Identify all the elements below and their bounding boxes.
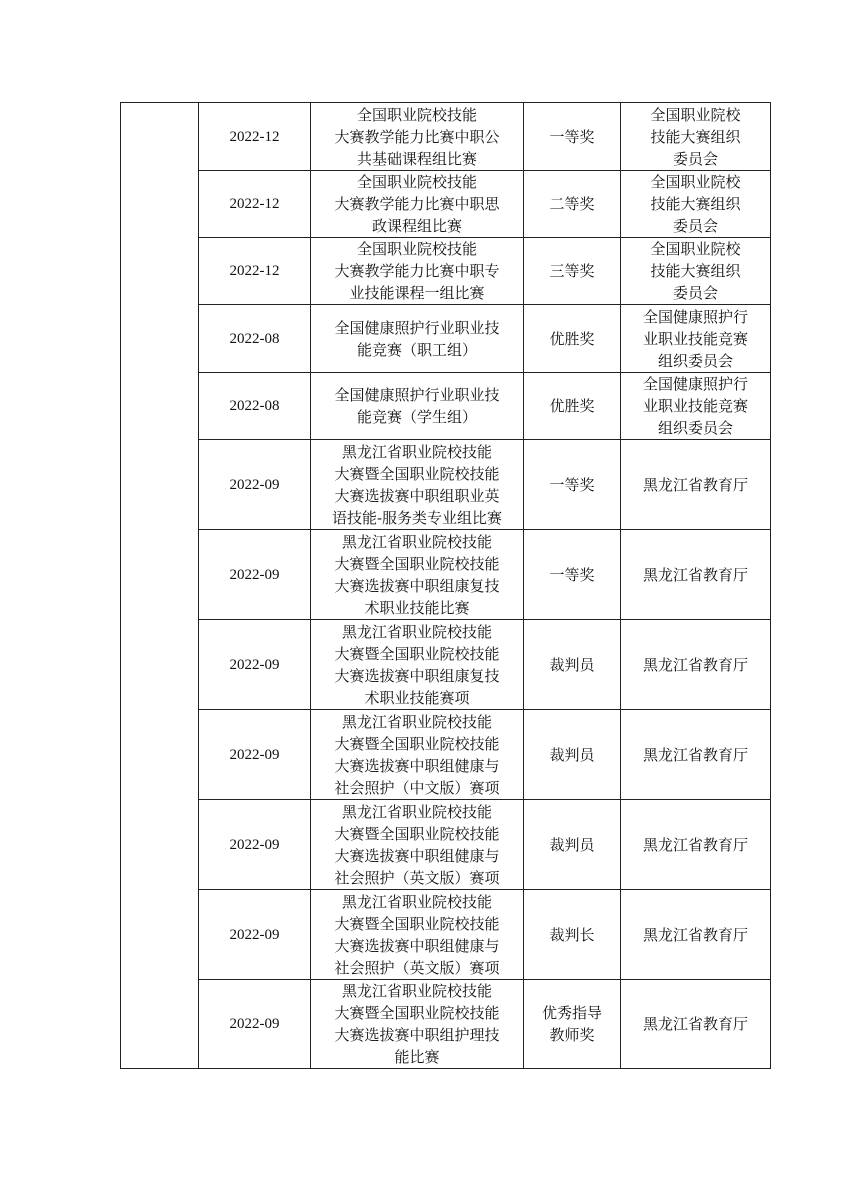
organizer-cell-line: 全国职业院校	[650, 105, 741, 124]
date-cell: 2022-12	[199, 103, 311, 171]
competition-cell	[311, 530, 524, 620]
award-cell	[524, 373, 621, 440]
table-row	[121, 103, 771, 171]
organizer-cell	[621, 171, 771, 238]
organizer-cell-line: 黑龙江省教育厅	[642, 835, 748, 854]
organizer-cell-line: 全国职业院校	[650, 173, 741, 191]
blank-name-cell	[121, 103, 199, 1069]
organizer-cell-line: 委员会	[672, 217, 718, 235]
organizer-cell	[621, 103, 771, 171]
organizer-cell-line: 全国健康照护行	[642, 307, 748, 326]
competition-cell-line: 能竞赛（学生组）	[356, 408, 477, 426]
organizer-cell	[621, 373, 771, 440]
organizer-cell	[621, 238, 771, 305]
table-row	[121, 171, 771, 238]
date-cell: 2022-08	[199, 373, 311, 440]
award-cell-line: 优胜奖	[549, 329, 595, 348]
competition-cell-line: 术职业技能赛项	[364, 688, 470, 707]
competition-cell-line: 大赛教学能力比赛中职思	[334, 195, 500, 213]
table-row	[121, 305, 771, 373]
competition-cell-line: 能竞赛（职工组）	[356, 340, 477, 359]
date-cell: 2022-09	[199, 620, 311, 710]
organizer-cell-line: 技能大赛组织	[650, 262, 741, 280]
award-cell-line: 一等奖	[549, 127, 595, 146]
organizer-cell	[621, 890, 771, 980]
organizer-cell-line: 黑龙江省教育厅	[642, 655, 748, 674]
award-cell-line: 裁判员	[549, 835, 595, 854]
organizer-cell	[621, 620, 771, 710]
organizer-cell	[621, 440, 771, 530]
organizer-cell	[621, 710, 771, 800]
table-row	[121, 373, 771, 440]
organizer-cell-line: 组织委员会	[657, 419, 733, 437]
award-cell-line: 一等奖	[549, 565, 595, 584]
competition-cell	[311, 800, 524, 890]
competition-cell-line: 大赛选拔赛中职组健康与	[334, 936, 500, 955]
organizer-cell	[621, 305, 771, 373]
award-cell-line: 裁判员	[549, 655, 595, 674]
competition-cell-line: 全国健康照护行业职业技	[334, 386, 500, 404]
table-row	[121, 980, 771, 1069]
organizer-cell-line: 业职业技能竞赛	[642, 329, 748, 348]
organizer-cell-line: 黑龙江省教育厅	[642, 1015, 748, 1033]
competition-cell-line: 大赛选拔赛中职组职业英	[334, 486, 500, 505]
award-cell	[524, 305, 621, 373]
award-cell-line: 教师奖	[549, 1026, 595, 1044]
competition-cell-line: 黑龙江省职业院校技能	[341, 892, 492, 911]
table-row	[121, 890, 771, 980]
award-cell	[524, 620, 621, 710]
competition-cell-line: 术职业技能比赛	[364, 598, 470, 617]
competition-cell-line: 大赛选拔赛中职组健康与	[334, 756, 500, 775]
organizer-cell-line: 黑龙江省教育厅	[642, 565, 748, 584]
organizer-cell-line: 组织委员会	[657, 351, 733, 370]
organizer-cell	[621, 980, 771, 1069]
competition-cell-line: 大赛暨全国职业院校技能	[334, 464, 500, 483]
award-cell	[524, 530, 621, 620]
awards-table	[120, 102, 771, 1069]
award-cell	[524, 980, 621, 1069]
competition-cell-line: 黑龙江省职业院校技能	[341, 442, 492, 461]
competition-cell	[311, 440, 524, 530]
table-row	[121, 620, 771, 710]
competition-cell-line: 共基础课程组比赛	[356, 149, 477, 168]
competition-cell-line: 大赛暨全国职业院校技能	[334, 554, 500, 573]
competition-cell-line: 全国职业院校技能	[356, 105, 477, 124]
competition-cell-line: 社会照护（中文版）赛项	[334, 778, 500, 797]
date-cell: 2022-09	[199, 980, 311, 1069]
table-row	[121, 800, 771, 890]
organizer-cell-line: 委员会	[672, 149, 718, 168]
organizer-cell-line: 黑龙江省教育厅	[642, 745, 748, 764]
organizer-cell-line: 全国健康照护行	[642, 375, 748, 393]
organizer-cell	[621, 530, 771, 620]
competition-cell-line: 大赛暨全国职业院校技能	[334, 644, 500, 663]
competition-cell	[311, 238, 524, 305]
organizer-cell-line: 委员会	[672, 284, 718, 302]
table-row	[121, 440, 771, 530]
date-cell: 2022-09	[199, 800, 311, 890]
competition-cell-line: 大赛选拔赛中职组健康与	[334, 846, 500, 865]
competition-cell-line: 黑龙江省职业院校技能	[341, 712, 492, 731]
competition-cell-line: 全国职业院校技能	[356, 240, 477, 258]
organizer-cell-line: 黑龙江省教育厅	[642, 925, 748, 944]
competition-cell-line: 大赛选拔赛中职组护理技	[334, 1026, 500, 1044]
table-row	[121, 710, 771, 800]
competition-cell	[311, 620, 524, 710]
competition-cell-line: 全国健康照护行业职业技	[334, 318, 500, 337]
competition-cell-line: 社会照护（英文版）赛项	[334, 958, 500, 977]
competition-cell-line: 大赛暨全国职业院校技能	[334, 914, 500, 933]
date-cell: 2022-09	[199, 440, 311, 530]
competition-cell	[311, 890, 524, 980]
date-cell: 2022-09	[199, 530, 311, 620]
date-cell: 2022-09	[199, 710, 311, 800]
competition-cell	[311, 305, 524, 373]
award-cell	[524, 103, 621, 171]
award-cell	[524, 238, 621, 305]
competition-cell-line: 黑龙江省职业院校技能	[341, 802, 492, 821]
organizer-cell-line: 业职业技能竞赛	[642, 397, 748, 415]
competition-cell-line: 黑龙江省职业院校技能	[341, 622, 492, 641]
award-cell-line: 一等奖	[549, 475, 595, 494]
competition-cell-line: 大赛暨全国职业院校技能	[334, 1004, 500, 1022]
competition-cell	[311, 103, 524, 171]
competition-cell-line: 黑龙江省职业院校技能	[341, 532, 492, 551]
award-cell	[524, 171, 621, 238]
award-cell-line: 优秀指导	[541, 1004, 602, 1022]
competition-cell-line: 能比赛	[394, 1048, 440, 1066]
competition-cell-line: 社会照护（英文版）赛项	[334, 868, 500, 887]
competition-cell-line: 黑龙江省职业院校技能	[341, 982, 492, 1000]
table-row	[121, 238, 771, 305]
award-cell-line: 裁判员	[549, 745, 595, 764]
award-cell-line: 优胜奖	[549, 397, 595, 415]
awards-table-body	[121, 103, 771, 1069]
competition-cell-line: 业技能课程一组比赛	[349, 284, 485, 302]
competition-cell-line: 大赛暨全国职业院校技能	[334, 824, 500, 843]
date-cell: 2022-12	[199, 171, 311, 238]
competition-cell-line: 大赛暨全国职业院校技能	[334, 734, 500, 753]
award-cell	[524, 710, 621, 800]
organizer-cell	[621, 800, 771, 890]
award-cell-line: 裁判长	[549, 925, 595, 944]
competition-cell	[311, 710, 524, 800]
award-cell	[524, 440, 621, 530]
competition-cell-line: 大赛教学能力比赛中职专	[334, 262, 500, 280]
competition-cell-line: 语技能-服务类专业组比赛	[331, 508, 503, 527]
competition-cell-line: 政课程组比赛	[371, 217, 462, 235]
date-cell: 2022-08	[199, 305, 311, 373]
award-cell-line: 二等奖	[549, 195, 595, 213]
organizer-cell-line: 黑龙江省教育厅	[642, 475, 748, 494]
award-cell	[524, 890, 621, 980]
date-cell: 2022-09	[199, 890, 311, 980]
competition-cell	[311, 373, 524, 440]
award-cell-line: 三等奖	[549, 262, 595, 280]
date-cell: 2022-12	[199, 238, 311, 305]
organizer-cell-line: 全国职业院校	[650, 240, 741, 258]
table-row	[121, 530, 771, 620]
organizer-cell-line: 技能大赛组织	[650, 127, 741, 146]
competition-cell-line: 大赛教学能力比赛中职公	[334, 127, 500, 146]
competition-cell-line: 全国职业院校技能	[356, 173, 477, 191]
award-cell	[524, 800, 621, 890]
competition-cell	[311, 980, 524, 1069]
competition-cell-line: 大赛选拔赛中职组康复技	[334, 666, 500, 685]
competition-cell-line: 大赛选拔赛中职组康复技	[334, 576, 500, 595]
organizer-cell-line: 技能大赛组织	[650, 195, 741, 213]
competition-cell	[311, 171, 524, 238]
